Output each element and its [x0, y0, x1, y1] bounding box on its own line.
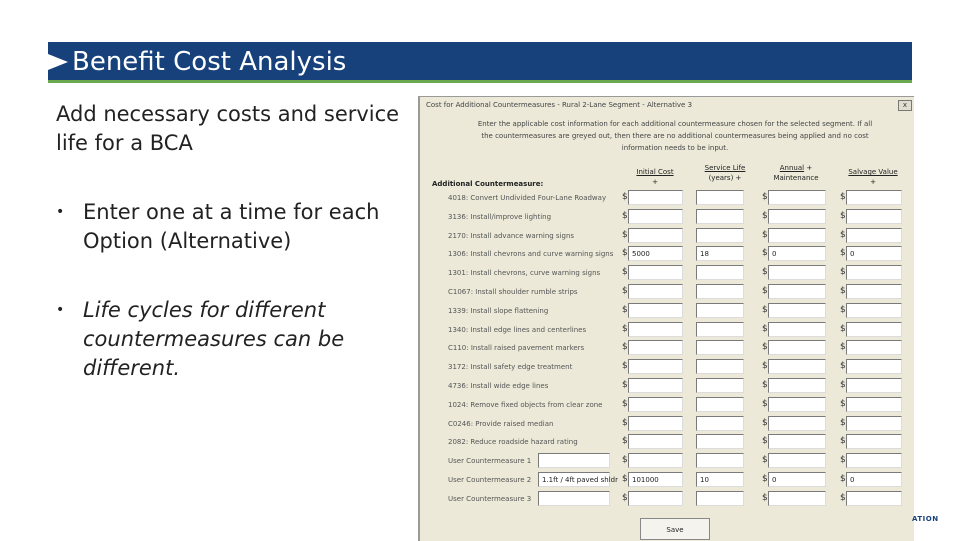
- plus-icon: +: [735, 174, 742, 182]
- initial-cost-field[interactable]: [628, 378, 683, 393]
- plus-icon: +: [806, 164, 813, 172]
- salvage-value-field[interactable]: 0: [846, 246, 902, 261]
- title-rule: [48, 80, 912, 83]
- countermeasure-header: Additional Countermeasure:: [432, 180, 544, 188]
- countermeasure-label: 4018: Convert Undivided Four-Lane Roadway: [448, 194, 607, 202]
- countermeasure-label: 1306: Install chevrons and curve warning signs: [448, 250, 614, 259]
- dollar-sign: $: [762, 304, 768, 315]
- countermeasure-label: 3172: Install safety edge treatment: [448, 363, 573, 372]
- annual-maintenance-field[interactable]: [768, 453, 826, 468]
- dollar-sign: $: [762, 342, 768, 353]
- dollar-sign: $: [840, 323, 846, 334]
- dollar-sign: $: [840, 286, 846, 296]
- bullet-item: [56, 198, 406, 256]
- countermeasure-row: [420, 188, 914, 208]
- countermeasure-label: 1301: Install chevrons, curve warning signs: [448, 269, 601, 278]
- initial-cost-field[interactable]: [628, 434, 683, 449]
- bullet-list: [56, 198, 406, 383]
- user-countermeasure-row: [420, 470, 914, 490]
- countermeasure-label: 1340: Install edge lines and centerlines: [448, 325, 587, 334]
- dollar-sign: $: [840, 210, 846, 221]
- annual-maintenance-field[interactable]: [768, 190, 826, 205]
- countermeasure-row: [420, 244, 914, 264]
- dollar-sign: $: [762, 323, 768, 334]
- annual-maintenance-field[interactable]: [768, 434, 826, 449]
- maintenance-label: Maintenance: [773, 174, 819, 182]
- salvage-value-field[interactable]: [846, 416, 902, 431]
- initial-cost-field[interactable]: [628, 265, 683, 280]
- countermeasure-label: User Countermeasure 1: [448, 457, 532, 466]
- dialog-instructions: Enter the applicable cost information for each additional countermeasure chosen for the selected segment. If all the countermeasures are greyed out, then there are no additional countermeasures being applied and no cost information needs to be input.: [477, 120, 873, 152]
- countermeasure-row: [420, 414, 914, 434]
- annual-maintenance-field[interactable]: [768, 228, 826, 243]
- title-arrow-icon: [48, 54, 68, 70]
- salvage-value-field[interactable]: [846, 284, 902, 299]
- dollar-sign: $: [762, 361, 768, 372]
- service-life-field[interactable]: [696, 209, 744, 224]
- initial-cost-field[interactable]: [628, 397, 683, 412]
- user-countermeasure-row: [420, 489, 914, 509]
- service-life-field[interactable]: [696, 190, 744, 205]
- cost-dialog: [418, 96, 914, 541]
- dollar-sign: $: [622, 474, 628, 484]
- user-countermeasure-name-field[interactable]: 1.1ft / 4ft paved shldr: [538, 472, 610, 487]
- annual-maintenance-field[interactable]: [768, 303, 826, 318]
- bullet-icon: •: [56, 302, 65, 318]
- bullet-icon: •: [56, 204, 65, 220]
- dollar-sign: $: [840, 304, 846, 315]
- service-life-label: Service Life: [704, 164, 746, 172]
- dollar-sign: $: [840, 436, 846, 447]
- countermeasure-label: 2082: Reduce roadside hazard rating: [448, 438, 578, 447]
- dollar-sign: $: [622, 398, 628, 409]
- dollar-sign: $: [622, 267, 628, 278]
- countermeasure-row: [420, 357, 914, 377]
- countermeasure-label: 1339: Install slope flattening: [448, 306, 549, 315]
- dollar-sign: $: [622, 361, 628, 372]
- annual-maintenance-field[interactable]: [768, 340, 826, 355]
- service-life-field[interactable]: [696, 416, 744, 431]
- initial-cost-field[interactable]: [628, 190, 683, 205]
- dollar-sign: $: [622, 323, 628, 334]
- dollar-sign: $: [840, 342, 846, 353]
- service-life-field[interactable]: [696, 397, 744, 412]
- annual-maintenance-field[interactable]: [768, 359, 826, 374]
- salvage-value-field[interactable]: [846, 378, 902, 393]
- corner-logo: ATION: [912, 515, 939, 523]
- dollar-sign: $: [762, 229, 768, 240]
- dollar-sign: $: [762, 286, 768, 296]
- service-life-field[interactable]: [696, 322, 744, 337]
- dollar-sign: $: [622, 492, 628, 503]
- service-life-field[interactable]: [696, 434, 744, 449]
- user-countermeasure-name-field[interactable]: [538, 453, 610, 468]
- save-button[interactable]: Save: [640, 518, 710, 540]
- countermeasure-label: User Countermeasure 3: [448, 494, 532, 503]
- initial-cost-field[interactable]: [628, 340, 683, 355]
- dollar-sign: $: [840, 474, 846, 484]
- salvage-value-field[interactable]: [846, 397, 902, 412]
- dollar-sign: $: [840, 192, 846, 202]
- dollar-sign: $: [762, 192, 768, 202]
- service-life-header: [698, 163, 752, 183]
- dollar-sign: $: [622, 380, 628, 390]
- intro-text: Add necessary costs and service life for a BCA: [56, 102, 400, 155]
- dollar-sign: $: [762, 380, 768, 390]
- annual-maintenance-field[interactable]: 0: [768, 246, 826, 261]
- countermeasure-label: C1067: Install shoulder rumble strips: [448, 288, 578, 296]
- initial-cost-field[interactable]: [628, 322, 683, 337]
- initial-cost-label: Initial Cost: [636, 168, 674, 176]
- salvage-value-header: [842, 167, 904, 187]
- dollar-sign: $: [840, 361, 846, 372]
- dollar-sign: $: [840, 492, 846, 503]
- dollar-sign: $: [762, 455, 768, 466]
- dollar-sign: $: [622, 436, 628, 447]
- service-life-field[interactable]: [696, 228, 744, 243]
- salvage-value-label: Salvage Value: [848, 168, 898, 176]
- countermeasure-row: [420, 282, 914, 302]
- dollar-sign: $: [622, 229, 628, 240]
- dollar-sign: $: [840, 455, 846, 466]
- dollar-sign: $: [622, 192, 628, 202]
- initial-cost-field[interactable]: [628, 359, 683, 374]
- initial-cost-field[interactable]: [628, 228, 683, 243]
- salvage-value-field[interactable]: [846, 340, 902, 355]
- service-life-field[interactable]: 18: [696, 246, 744, 261]
- initial-cost-field[interactable]: [628, 416, 683, 431]
- dollar-sign: $: [840, 398, 846, 409]
- dollar-sign: $: [622, 248, 628, 259]
- countermeasure-label: C0246: Provide raised median: [448, 419, 554, 428]
- initial-cost-field[interactable]: [628, 209, 683, 224]
- countermeasure-label: 3136: Install/improve lighting: [448, 212, 552, 221]
- dollar-sign: $: [622, 286, 628, 296]
- dollar-sign: $: [762, 210, 768, 221]
- salvage-value-field[interactable]: 0: [846, 472, 902, 487]
- salvage-value-field[interactable]: [846, 265, 902, 280]
- service-life-field[interactable]: [696, 303, 744, 318]
- annual-label: Annual: [779, 164, 805, 172]
- countermeasure-row: [420, 320, 914, 340]
- initial-cost-field[interactable]: [628, 284, 683, 299]
- countermeasure-row: [420, 338, 914, 358]
- dollar-sign: $: [840, 248, 846, 259]
- dollar-sign: $: [762, 267, 768, 278]
- salvage-value-field[interactable]: [846, 359, 902, 374]
- initial-cost-field[interactable]: [628, 453, 683, 468]
- initial-cost-header: [628, 167, 682, 187]
- initial-cost-field[interactable]: 101000: [628, 472, 683, 487]
- dialog-title: Cost for Additional Countermeasures - Rural 2-Lane Segment - Alternative 3: [426, 101, 693, 109]
- service-life-field[interactable]: [696, 491, 744, 506]
- countermeasure-label: 2170: Install advance warning signs: [448, 231, 575, 240]
- plus-icon: +: [652, 178, 658, 186]
- dollar-sign: $: [762, 474, 768, 484]
- close-icon[interactable]: x: [898, 100, 912, 111]
- salvage-value-field[interactable]: [846, 322, 902, 337]
- dollar-sign: $: [840, 229, 846, 240]
- countermeasure-row: [420, 301, 914, 321]
- annual-maintenance-field[interactable]: [768, 265, 826, 280]
- annual-maintenance-field[interactable]: [768, 378, 826, 393]
- countermeasure-label: C110: Install raised pavement markers: [448, 344, 585, 353]
- countermeasure-row: [420, 395, 914, 415]
- dollar-sign: $: [762, 436, 768, 447]
- salvage-value-field[interactable]: [846, 303, 902, 318]
- dollar-sign: $: [840, 267, 846, 278]
- countermeasure-row: [420, 376, 914, 396]
- user-countermeasure-row: [420, 451, 914, 471]
- service-life-field[interactable]: [696, 453, 744, 468]
- bullet-text: Life cycles for different countermeasures can be different.: [83, 298, 345, 380]
- annual-maintenance-field[interactable]: [768, 209, 826, 224]
- dollar-sign: $: [622, 455, 628, 466]
- annual-maintenance-field[interactable]: 0: [768, 472, 826, 487]
- annual-maintenance-field[interactable]: [768, 416, 826, 431]
- service-life-field[interactable]: 10: [696, 472, 744, 487]
- salvage-value-field[interactable]: [846, 190, 902, 205]
- countermeasure-label: User Countermeasure 2: [448, 476, 532, 484]
- dollar-sign: $: [622, 304, 628, 315]
- salvage-value-field[interactable]: [846, 453, 902, 468]
- service-life-field[interactable]: [696, 340, 744, 355]
- salvage-value-field[interactable]: [846, 228, 902, 243]
- countermeasure-row: [420, 226, 914, 246]
- annual-maintenance-field[interactable]: [768, 491, 826, 506]
- countermeasure-label: 4736: Install wide edge lines: [448, 382, 549, 390]
- bullet-text: Enter one at a time for each Option (Alternative): [83, 200, 380, 253]
- countermeasure-row: [420, 263, 914, 283]
- annual-maintenance-field[interactable]: [768, 322, 826, 337]
- countermeasure-label: 1024: Remove fixed objects from clear zone: [448, 400, 603, 409]
- dollar-sign: $: [762, 398, 768, 409]
- dollar-sign: $: [762, 417, 768, 428]
- initial-cost-field[interactable]: [628, 491, 683, 506]
- service-life-field[interactable]: [696, 378, 744, 393]
- service-life-unit: (years): [708, 174, 734, 182]
- slide-title: Benefit Cost Analysis: [72, 47, 347, 77]
- countermeasure-row: [420, 207, 914, 227]
- plus-icon: +: [870, 178, 876, 186]
- salvage-value-field[interactable]: [846, 434, 902, 449]
- user-countermeasure-name-field[interactable]: [538, 491, 610, 506]
- dollar-sign: $: [840, 380, 846, 390]
- salvage-value-field[interactable]: [846, 209, 902, 224]
- dollar-sign: $: [622, 417, 628, 428]
- service-life-field[interactable]: [696, 284, 744, 299]
- dollar-sign: $: [762, 248, 768, 259]
- dollar-sign: $: [762, 492, 768, 503]
- dollar-sign: $: [840, 417, 846, 428]
- dollar-sign: $: [622, 210, 628, 221]
- service-life-field[interactable]: [696, 265, 744, 280]
- maintenance-header: [766, 163, 826, 183]
- annual-maintenance-field[interactable]: [768, 284, 826, 299]
- annual-maintenance-field[interactable]: [768, 397, 826, 412]
- service-life-field[interactable]: [696, 359, 744, 374]
- countermeasure-row: [420, 432, 914, 452]
- bullet-item: [56, 296, 406, 383]
- dollar-sign: $: [622, 342, 628, 353]
- salvage-value-field[interactable]: [846, 491, 902, 506]
- initial-cost-field[interactable]: 5000: [628, 246, 683, 261]
- initial-cost-field[interactable]: [628, 303, 683, 318]
